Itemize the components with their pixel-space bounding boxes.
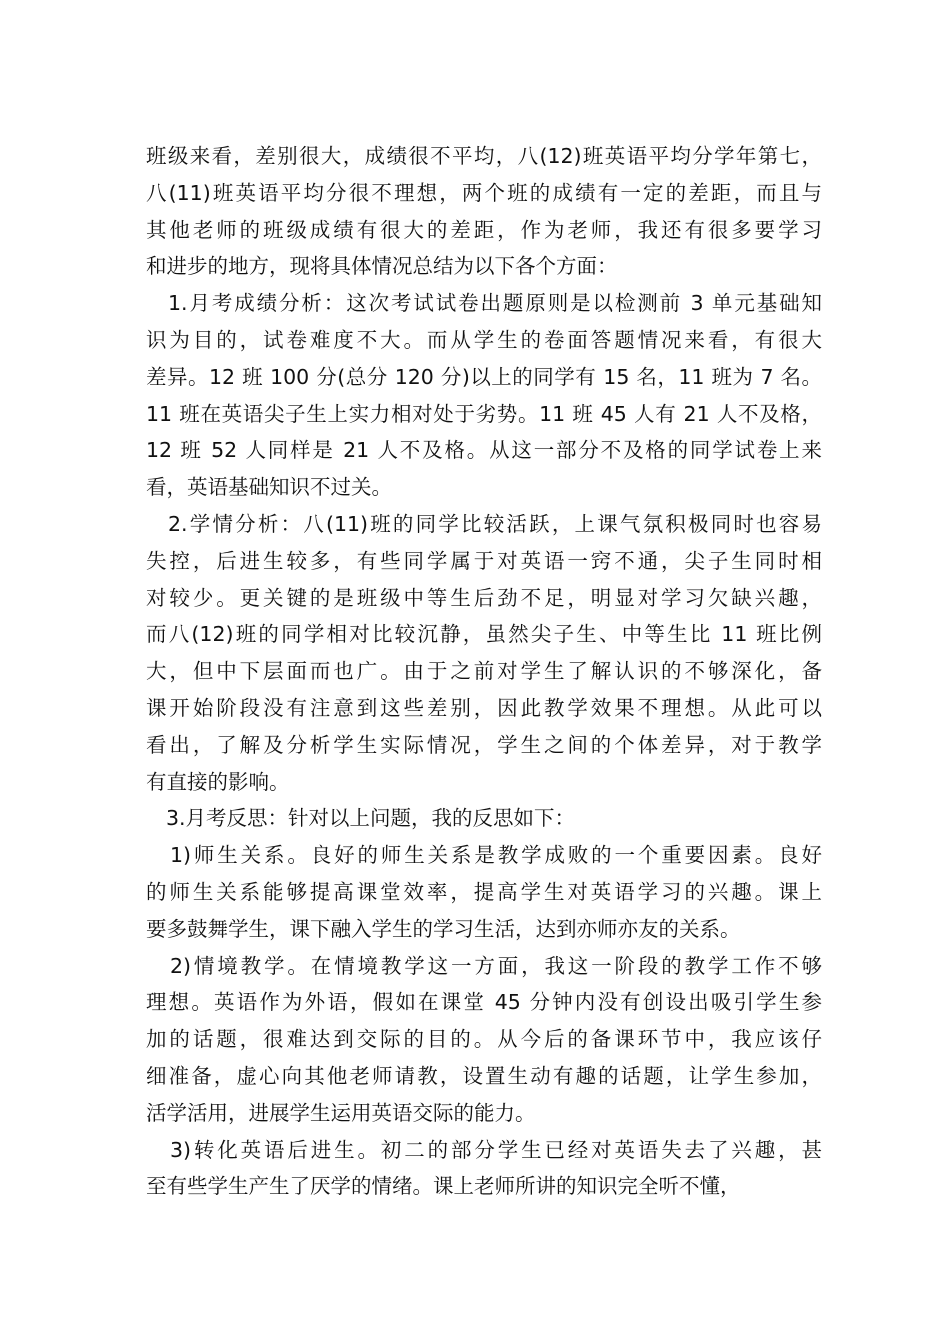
text-line: 大，但中下层面而也广。由于之前对学生了解认识的不够深化，备 — [146, 659, 822, 684]
document-page — [146, 138, 822, 1205]
text-line: 差异。12 班 100 分(总分 120 分)以上的同学有 15 名，11 班为 7 名。 — [146, 364, 822, 389]
paragraph — [146, 1132, 822, 1206]
text-line: 班级来看，差别很大，成绩很不平均，八(12)班英语平均分学年第七， — [146, 144, 822, 168]
paragraph — [146, 837, 822, 947]
text-line: 理想。英语作为外语，假如在课堂 45 分钟内没有创设出吸引学生参 — [146, 990, 822, 1015]
text-line: 其他老师的班级成绩有很大的差距，作为老师，我还有很多要学习 — [146, 217, 822, 242]
text-line: 而八(12)班的同学相对比较沉静，虽然尖子生、中等生比 11 班比例 — [146, 622, 822, 647]
text-line: 11 班在英语尖子生上实力相对处于劣势。11 班 45 人有 21 人不及格， — [146, 401, 822, 426]
text-line: 识为目的，试卷难度不大。而从学生的卷面答题情况来看，有很大 — [146, 327, 822, 352]
text-line: 对较少。更关键的是班级中等生后劲不足，明显对学习欠缺兴趣， — [146, 585, 822, 610]
paragraph — [146, 138, 822, 285]
paragraph — [146, 285, 822, 506]
text-line: 1)师生关系。良好的师生关系是教学成败的一个重要因素。良好 — [170, 843, 822, 868]
text-line: 失控，后进生较多，有些同学属于对英语一窍不通，尖子生同时相 — [146, 548, 822, 573]
paragraph — [146, 506, 822, 800]
text-line: 八(11)班英语平均分很不理想，两个班的成绩有一定的差距，而且与 — [146, 180, 822, 205]
text-line: 3.月考反思：针对以上问题，我的反思如下： — [166, 806, 576, 831]
text-line: 1.月考成绩分析：这次考试试卷出题原则是以检测前 3 单元基础知 — [168, 291, 822, 316]
text-line: 至有些学生产生了厌学的情绪。课上老师所讲的知识完全听不懂， — [146, 1174, 741, 1199]
text-line: 和进步的地方，现将具体情况总结为以下各个方面： — [146, 254, 618, 279]
text-line: 的师生关系能够提高课堂效率，提高学生对英语学习的兴趣。课上 — [146, 879, 822, 904]
text-line: 要多鼓舞学生，课下融入学生的学习生活，达到亦师亦友的关系。 — [146, 916, 741, 941]
text-line: 看，英语基础知识不过关。 — [146, 475, 392, 500]
text-line: 看出，了解及分析学生实际情况，学生之间的个体差异，对于教学 — [146, 732, 822, 757]
text-line: 课开始阶段没有注意到这些差别，因此教学效果不理想。从此可以 — [146, 695, 822, 720]
text-line: 活学活用，进展学生运用英语交际的能力。 — [146, 1100, 536, 1125]
paragraph — [146, 800, 822, 837]
text-line: 有直接的影响。 — [146, 769, 290, 794]
text-line: 2.学情分析：八(11)班的同学比较活跃，上课气氛积极同时也容易 — [168, 511, 822, 536]
text-line: 12 班 52 人同样是 21 人不及格。从这一部分不及格的同学试卷上来 — [146, 438, 822, 463]
text-line: 2)情境教学。在情境教学这一方面，我这一阶段的教学工作不够 — [170, 953, 822, 978]
text-line: 3)转化英语后进生。初二的部分学生已经对英语失去了兴趣，甚 — [170, 1137, 822, 1162]
text-line: 细准备，虚心向其他老师请教，设置生动有趣的话题，让学生参加， — [146, 1063, 822, 1088]
paragraph — [146, 948, 822, 1132]
text-line: 加的话题，很难达到交际的目的。从今后的备课环节中，我应该仔 — [146, 1027, 822, 1052]
